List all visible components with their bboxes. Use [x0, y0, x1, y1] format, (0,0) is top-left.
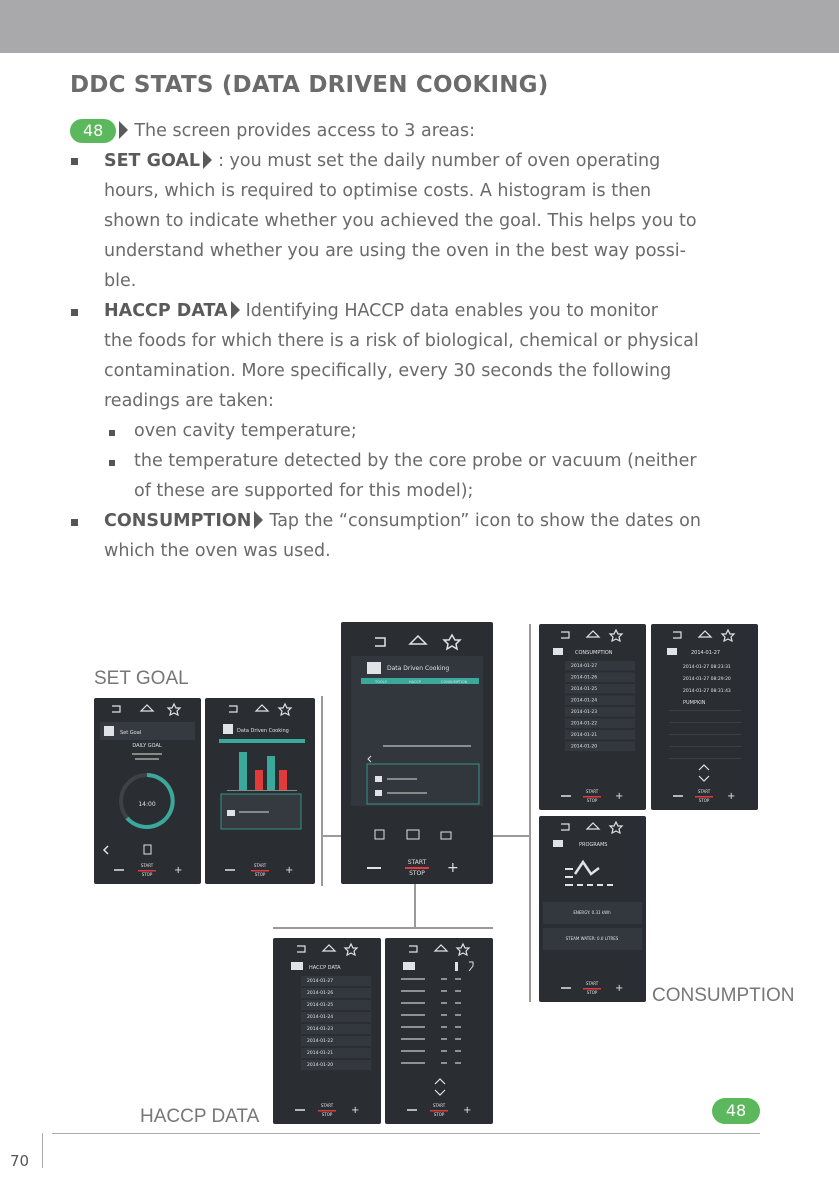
date-list-item: 2014-01-22 — [571, 721, 598, 727]
svg-text:STOP: STOP — [586, 798, 598, 803]
svg-text:ENERGY: 0.31 kWh: ENERGY: 0.31 kWh — [573, 910, 611, 915]
svg-text:+: + — [727, 791, 736, 802]
body-text: which the oven was used. — [104, 541, 331, 561]
svg-text:START: START — [253, 863, 267, 868]
haccp-icon — [407, 830, 419, 839]
date-list-item: 2014-01-25 — [307, 1003, 334, 1008]
svg-text:2014-01-27 08:29:20: 2014-01-27 08:29:20 — [683, 677, 731, 682]
histogram-bar — [255, 770, 263, 790]
scroll-icon — [699, 765, 709, 781]
connector-line — [273, 927, 493, 929]
date-list-item: 2014-01-21 — [571, 733, 598, 738]
date-list-item: 2014-01-27 — [307, 979, 334, 984]
svg-text:TOOLS: TOOLS — [375, 680, 387, 684]
daily-goal-heading: DAILY GOAL — [132, 743, 162, 749]
screen-title: CONSUMPTION — [575, 650, 613, 656]
home-icon — [410, 636, 426, 644]
bullet-icon — [71, 309, 78, 316]
arrow-icon — [231, 301, 240, 319]
date-list-item: 2014-01-24 — [307, 1015, 334, 1020]
svg-text:STEAM WATER: 0.0 LITRES: STEAM WATER: 0.0 LITRES — [565, 936, 619, 941]
ddc-main-screen — [341, 622, 493, 884]
step-badge: 48 — [70, 119, 116, 143]
svg-text:+: + — [615, 983, 624, 994]
top-bar — [0, 0, 839, 53]
svg-text:CONSUMPTION: CONSUMPTION — [441, 680, 468, 684]
screen-title: Data Driven Cooking — [387, 665, 450, 672]
page-number: 70 — [10, 1152, 30, 1170]
set-goal-line-1: SET GOAL : you must set the daily number of oven operating — [104, 151, 661, 171]
body-text: ble. — [104, 271, 137, 291]
svg-text:+: + — [285, 865, 294, 876]
histogram-bar — [239, 752, 247, 790]
page-title: DDC STATS (DATA DRIVEN COOKING) — [70, 72, 549, 98]
svg-text:HACCP: HACCP — [409, 680, 421, 684]
scroll-icon — [435, 1079, 445, 1095]
body-text: shown to indicate whether you achieved the goal. This helps you to — [104, 211, 697, 231]
body-text: the temperature detected by the core probe or vacuum (neither — [134, 451, 697, 471]
haccp-label: HACCP DATA — [140, 1106, 260, 1127]
svg-text:+: + — [463, 1105, 472, 1116]
step-badge: 48 — [712, 1098, 760, 1124]
svg-text:STOP: STOP — [586, 990, 598, 995]
svg-text:STOP: STOP — [409, 870, 425, 877]
date-list-item: 2014-01-21 — [307, 1051, 334, 1056]
screen-title: PROGRAMS — [579, 842, 608, 848]
set-goal-icon — [375, 830, 384, 839]
body-text: contamination. More specifically, every 30 seconds the following — [104, 361, 672, 381]
consumption-line-1: CONSUMPTION Tap the “consumption” icon to show the dates on — [104, 511, 701, 531]
set-goal-screen — [94, 698, 201, 884]
bullet-icon — [71, 158, 78, 165]
date-list-item: 2014-01-23 — [571, 710, 598, 715]
save-icon — [144, 845, 151, 854]
screen-title: 2014-01-27 — [691, 650, 721, 656]
sub-bullet-icon — [109, 430, 115, 436]
connector-line — [321, 696, 323, 886]
svg-text:STOP: STOP — [321, 1112, 333, 1117]
svg-text:STOP: STOP — [698, 798, 710, 803]
home-icon — [141, 705, 153, 711]
body-text: understand whether you are using the oven in the best way possi- — [104, 241, 686, 261]
body-text: of these are supported for this model); — [134, 481, 474, 501]
body-text: the foods for which there is a risk of biological, chemical or physical — [104, 331, 699, 351]
svg-text:STOP: STOP — [254, 872, 266, 877]
intro-line: 48 The screen provides access to 3 areas: — [70, 116, 475, 146]
consumption-title: CONSUMPTION — [104, 511, 252, 531]
date-list-item: 2014-01-20 — [307, 1063, 334, 1068]
histogram-bar — [279, 770, 287, 790]
histogram-screen — [205, 698, 315, 884]
svg-text:START: START — [140, 863, 154, 868]
date-list-item: 2014-01-20 — [571, 744, 598, 750]
date-list-item: 2014-01-26 — [307, 991, 334, 996]
screen-title: Set Goal — [120, 730, 142, 736]
haccp-list-screen — [273, 938, 381, 1124]
screen-title: HACCP DATA — [309, 965, 341, 971]
consumption-icon — [441, 832, 451, 839]
svg-text:+: + — [351, 1105, 360, 1116]
svg-text:START: START — [407, 859, 427, 866]
bullet-icon — [71, 519, 78, 526]
svg-text:PUMPKIN: PUMPKIN — [683, 700, 706, 706]
goal-icon — [104, 726, 114, 736]
arrow-icon — [119, 121, 128, 139]
plus-button: + — [174, 865, 183, 876]
back-arrow-icon — [104, 846, 108, 854]
svg-text:START: START — [697, 789, 711, 794]
arrow-icon — [254, 511, 263, 529]
star-icon — [168, 704, 180, 715]
probe-icon — [469, 962, 473, 971]
body-text: hours, which is required to optimise costs. A histogram is then — [104, 181, 652, 201]
date-list-item: 2014-01-27 — [571, 664, 598, 669]
back-icon — [375, 638, 385, 646]
histogram-bar — [267, 756, 275, 790]
svg-text:+: + — [615, 791, 624, 802]
svg-text:2014-01-27 08:31:43: 2014-01-27 08:31:43 — [683, 689, 731, 694]
svg-text:START: START — [585, 789, 599, 794]
date-list-item: 2014-01-23 — [307, 1027, 334, 1032]
star-icon — [444, 635, 460, 649]
goal-value: 14:00 — [138, 801, 156, 808]
svg-text:START: START — [320, 1103, 334, 1108]
haccp-detail-screen — [385, 938, 493, 1124]
svg-text:2014-01-27 08:23:31: 2014-01-27 08:23:31 — [683, 665, 731, 670]
sub-bullet-icon — [109, 460, 115, 466]
svg-text:STOP: STOP — [141, 872, 153, 877]
svg-text:START: START — [432, 1103, 446, 1108]
arrow-icon — [203, 151, 212, 169]
back-icon — [112, 706, 120, 712]
date-list-item: 2014-01-25 — [571, 687, 598, 692]
footer-divider — [42, 1133, 43, 1168]
body-text: readings are taken: — [104, 391, 274, 411]
programs-screen — [539, 816, 646, 1002]
date-list-item: 2014-01-26 — [571, 675, 598, 681]
body-text: oven cavity temperature; — [134, 421, 357, 441]
consumption-detail-screen — [651, 624, 758, 810]
haccp-line-1: HACCP DATA Identifying HACCP data enables you to monitor — [104, 301, 659, 321]
footer-rule — [52, 1133, 760, 1134]
plus-button: + — [447, 860, 459, 876]
date-list-item: 2014-01-22 — [307, 1039, 334, 1044]
haccp-title: HACCP DATA — [104, 301, 228, 321]
screen-title: Data Driven Cooking — [237, 728, 289, 734]
set-goal-title: SET GOAL — [104, 151, 201, 171]
thermometer-icon — [455, 962, 458, 971]
consumption-label: CONSUMPTION — [652, 985, 795, 1006]
set-goal-label: SET GOAL — [94, 668, 189, 689]
consumption-list-screen — [539, 624, 646, 810]
svg-text:STOP: STOP — [433, 1112, 445, 1117]
date-list-item: 2014-01-24 — [571, 698, 598, 704]
svg-text:START: START — [585, 981, 599, 986]
connector-line — [529, 624, 531, 1002]
